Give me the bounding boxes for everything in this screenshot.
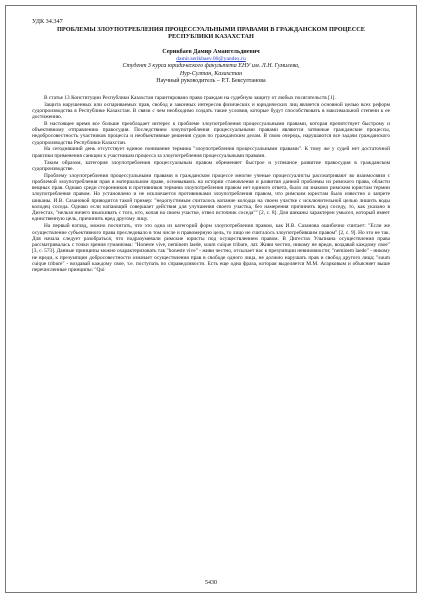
author-name: Серикбаев Дамир Амангельдиевич [162,49,260,56]
udc-code: УДК 34.347 [32,18,63,25]
author-email-link[interactable]: damir.serikbaev.00@yandex.ru [176,56,246,63]
body-paragraph: В статье 13 Конституции Республики Казахстан гарантировано право граждан на судебную защиту от любых посягательств [1]. [44,94,336,101]
body-paragraph: Защита нарушенных или оспариваемых прав, свобод и законных интересов физических и юридических лиц является основной целью всех реформ судопроизводства в Республике Казахстан. В связи с чем необходимо создать такие условия, которые будут способствовать в максимальной степени к ее достижению. [32,101,390,121]
author-supervisor: Научный руководитель – Р.Т. Бексултанова [156,78,266,85]
author-block [32,48,390,85]
body-paragraph: В настоящее время все больше преобладает интерес к проблеме злоупотребления процессуальными правами, которая препятствует быстрому и объективному отправлению правосудия. Последствием злоупотребления процессуальными правами являются затяжные гражданские процессы, недобросовестность участников процесса и необъективные решения судов по гражданским делам. В свою очередь, нарушаются все задачи гражданского судопроизводства Республики Казахстан. [32,120,390,146]
page-content [32,18,390,273]
body-paragraph: На первый взгляд, можно посчитать, что это одна из категорий форм злоупотребления правом, как И.В. Сазанова ошибочно считает: "Если же осуществление субъективного права преследовало в том числе и правомерную цель, то лицо не считалось злоупотребившим правом" [2, с. 9]. Но это не так. Для начала следует разобраться, что подразумевали римские юристы под осуществлением правом. В Дигестах Ульпиана осуществления права рассматривалась с точки зрения гуманизма: "Honeste vive, neminem laede, suum cuique tribure, лат. Живи честно, никому не вреди, воздавай каждому свое" [3, с. 573]. Данные принципы можно охарактеризовать так "honeste vive" - живи честно, отсылает нас к презумпции невиновности; "neminem laede" - никому не вреди, к презумпции добросовестности означает осуществления прав в свободе одного лица, не должно нарушать прав и свобод другого лица; "suum cuique tribure" - воздавай каждому свое, т.е. поступать по справедливости. Есть еще одна фраза, которая выделяется М.М. Агарковым и объясняет выше перечисленные принципы: "Qui [32,223,390,273]
author-city: Нур-Султан, Казахстан [179,70,243,77]
body-paragraph: Таким образом, категория злоупотребления процессуальным правом обременяет быстрое и успешное развитие правосудия в гражданском судопроизводстве. [32,159,390,172]
paper-page [5,5,417,593]
body-paragraph: На сегодняшний день отсутствует единое понимание термина "злоупотребления процессуальными правами". К тому же у судей нет достаточной практики применения санкции к участникам процесса за злоупотребления процессуальными правами. [32,146,390,159]
author-affiliation: Студент 3 курса юридического факультета ЕНУ им. Л.Н. Гумилева, [122,62,300,69]
body-paragraph: Проблему злоупотребления процессуальными правами в гражданском процессе многие ученые процессуалисты рассматривают во взаимосвязи с проблемой злоупотребления прав в материальном праве, основываясь на истории становления и развития данной проблемы из римского права, области вещных прав. Однако среди сторонников и противников термина злоупотребления правом нет единого ответа, было ли знакомо римским юристам термин злоупотребления правом. Но установлено и не исключается противниками злоупотребления правом, что римским юристам было известно о запрете шиканы. И.В. Сазановой приводится такой пример: "недопустимым считалось копание колодца на своем участке с исключительной целью лишить воды колодец соседа. Однако если копающий совершает действия для улучшения своего участка, без намерения причинить вред соседу, то, как указано в Дигестах, "нельзя ничего взыскивать с того, кто, копая на своем участке, отвел источник соседа"" [2, с. 8]. Для шиканы характерен умысел, который имеет единственную цель, причинить вред другому лицу. [32,172,390,223]
page-number: 5430 [205,580,217,586]
article-body [32,95,390,274]
article-title: ПРОБЛЕМЫ ЗЛОУПОТРЕБЛЕНИЯ ПРОЦЕССУАЛЬНЫМИ ПРАВАМИ В ГРАЖДАНСКОМ ПРОЦЕССЕ РЕСПУБЛИКИ КАЗАХСТАН [57,26,365,41]
